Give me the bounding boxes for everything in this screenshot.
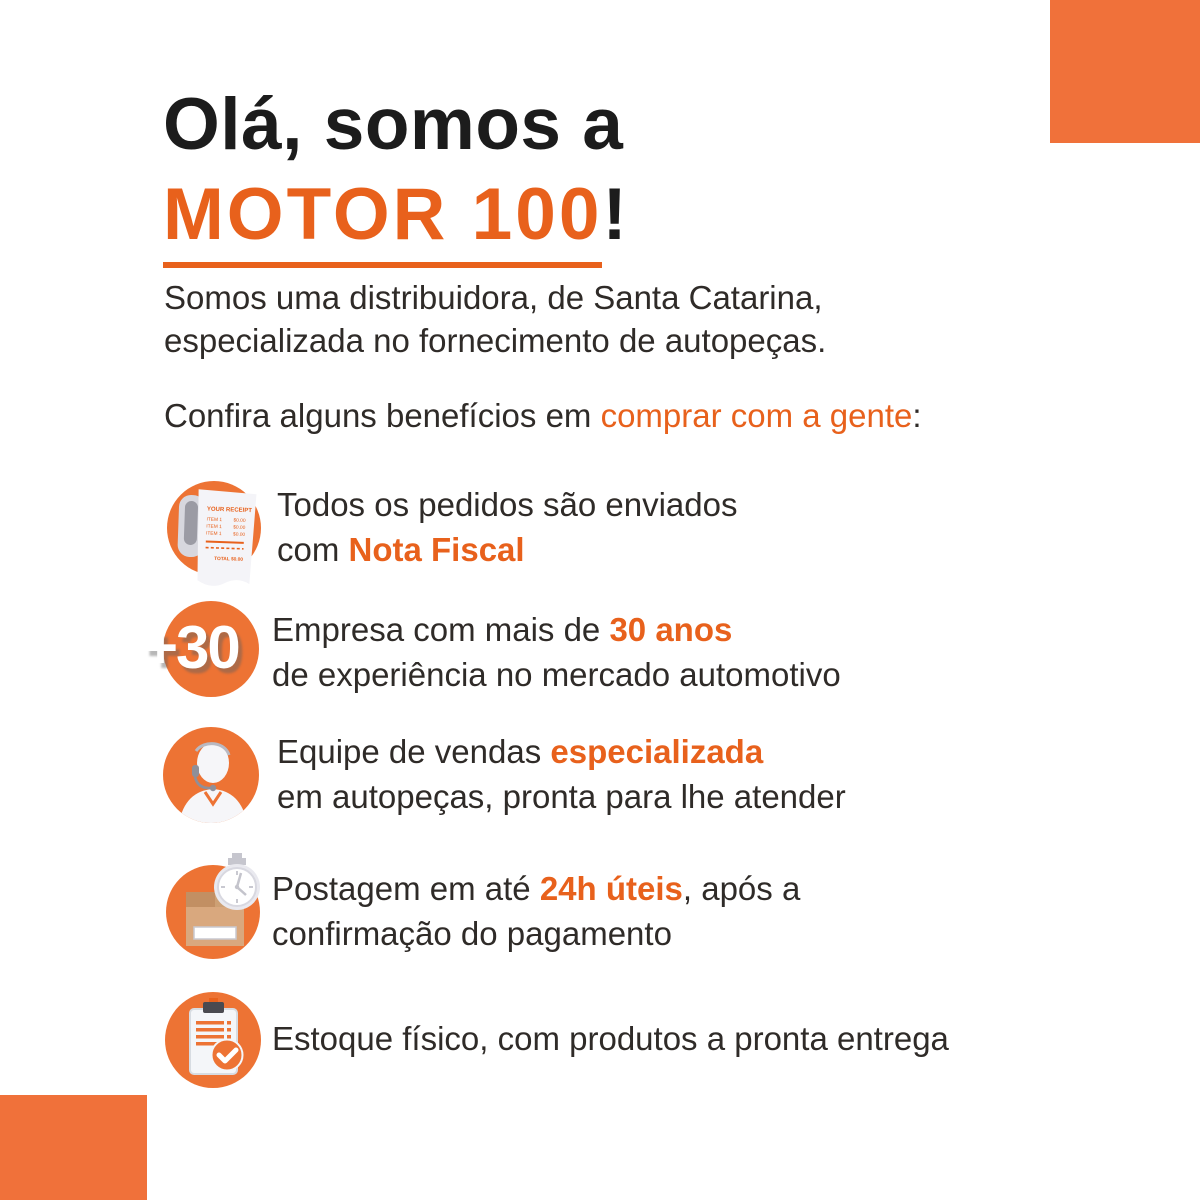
stopwatch [214, 853, 260, 910]
plus-30-badge-text: +30 [143, 614, 239, 682]
svg-text:TOTAL $0.00: TOTAL $0.00 [214, 556, 244, 563]
svg-text:ITEM 1: ITEM 1 [205, 531, 222, 538]
highlight-24h: 24h úteis [539, 870, 683, 907]
benefits-intro-colon: : [912, 397, 922, 434]
highlight-30-anos: 30 anos [609, 611, 733, 648]
shipping-timer-icon [163, 850, 271, 967]
svg-text:$0.00: $0.00 [232, 532, 246, 538]
benefit-row-postagem [163, 850, 1113, 970]
intro-text [164, 276, 826, 362]
benefits-intro-prefix: Confira alguns benefícios em [164, 397, 601, 434]
benefit-row-30-anos [143, 601, 1113, 721]
benefit-text-estoque: Estoque físico, com produtos a pronta entrega [272, 1020, 949, 1057]
receipt-icon [163, 480, 265, 601]
exclamation-mark: ! [602, 174, 627, 255]
benefits-intro-highlight: comprar com a gente [600, 397, 913, 434]
brand-name: MOTOR 100 [163, 174, 602, 268]
benefit-row-estoque [163, 990, 1113, 1110]
svg-text:YOUR RECEIPT: YOUR RECEIPT [206, 506, 253, 515]
support-agent-icon [163, 727, 259, 832]
intro-line-2: especializada no fornecimento de autopeças. [164, 322, 827, 359]
decor-square-top-right [1050, 0, 1200, 143]
benefit-row-equipe [163, 727, 1113, 847]
svg-text:ITEM 1: ITEM 1 [206, 517, 223, 524]
plus-30-badge-icon [143, 601, 259, 697]
benefit-text-postagem: Postagem em até 24h úteis, após a confirmação do pagamento [272, 870, 801, 952]
greeting-text: Olá, somos a [163, 84, 624, 165]
highlight-especializada: especializada [550, 733, 764, 770]
svg-text:$0.00: $0.00 [233, 525, 246, 531]
benefit-text-equipe: Equipe de vendas especializada em autopeças, pronta para lhe atender [277, 733, 846, 815]
svg-text:ITEM 1: ITEM 1 [206, 524, 222, 531]
benefit-text-nota-fiscal: Todos os pedidos são enviados com Nota Fiscal [277, 486, 738, 568]
clipboard-check-icon [163, 990, 263, 1095]
svg-text:$0.00: $0.00 [233, 518, 246, 524]
benefit-row-nota-fiscal [163, 480, 1113, 600]
intro-line-1: Somos uma distribuidora, de Santa Catarina, [164, 279, 823, 316]
highlight-nota-fiscal: Nota Fiscal [348, 531, 525, 568]
benefits-intro [164, 394, 922, 437]
brand-line [163, 170, 627, 260]
header [163, 80, 627, 260]
benefit-text-30-anos: Empresa com mais de 30 anos de experiência no mercado automotivo [272, 611, 841, 693]
decor-square-bottom-left [0, 1095, 147, 1200]
